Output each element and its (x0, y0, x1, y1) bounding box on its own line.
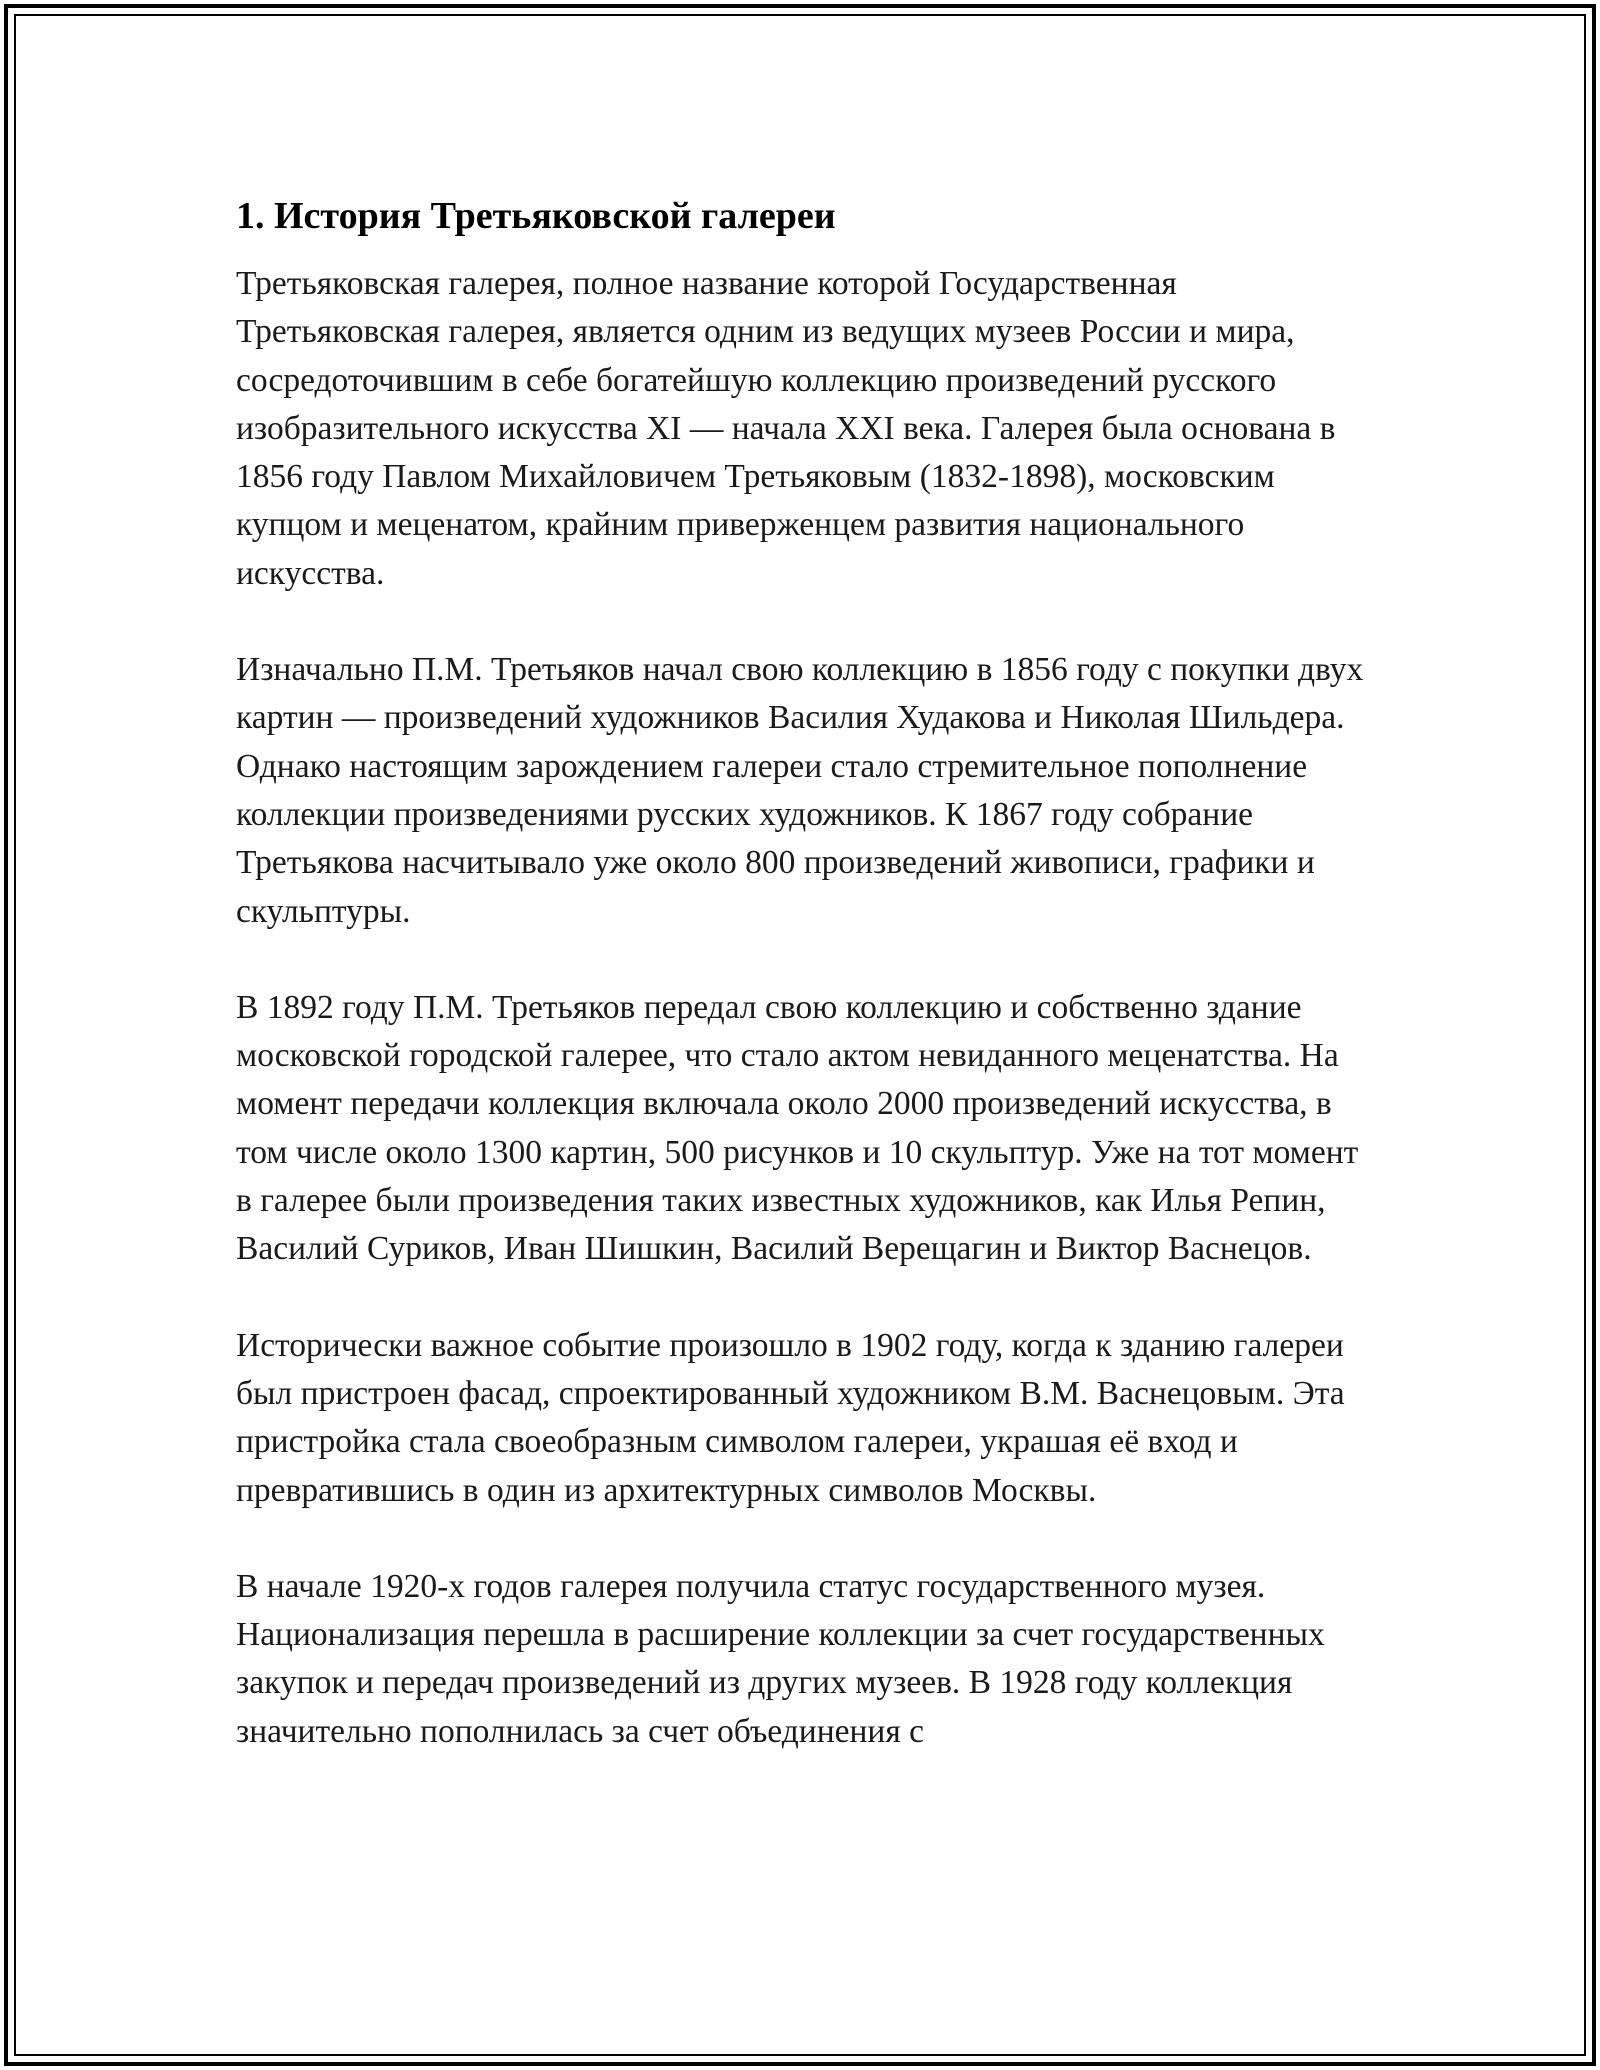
section-heading: 1. История Третьяковской галереи (236, 195, 836, 237)
paragraph-collection-origins: Изначально П.М. Третьяков начал свою коллекцию в 1856 году с покупки двух картин — произведений художников Василия Худакова и Николая Шильдера. Однако настоящим зарождением галереи стало стремительное пополнение коллекции произведениями русских художников. К 1867 году собрание Третьякова насчитывало уже около 800 произведений живописи, графики и скульптуры. (236, 651, 1364, 930)
paragraph-facade-1902: Исторически важное событие произошло в 1902 году, когда к зданию галереи был пристроен фасад, спроектированный художником В.М. Васнецовым. Эта пристройка стала своеобразным символом галереи, украшая её вход и превратившись в один из архитектурных символов Москвы. (236, 1326, 1345, 1509)
paragraph-nationalization-1920s: В начале 1920-х годов галерея получила статус государственного музея. Национализация перешла в расширение коллекции за счет государственных закупок и передач произведений из других музеев. В 1928 году коллекция значительно пополнилась за счет объединения с (236, 1567, 1325, 1750)
document-body (236, 190, 1366, 1756)
paragraph-intro: Третьяковская галерея, полное название которой Государственная Третьяковская галерея, является одним из ведущих музеев России и мира, сосредоточившим в себе богатейшую коллекцию произведений русского изобразительного искусства XI — начала XXI века. Галерея была основана в 1856 году Павлом Михайловичем Третьяковым (1832-1898), московским купцом и меценатом, крайним приверженцем развития национального искусства. (236, 265, 1336, 592)
paragraph-donation-1892: В 1892 году П.М. Третьяков передал свою коллекцию и собственно здание московской городской галерее, что стало актом невиданного меценатства. На момент передачи коллекция включала около 2000 произведений искусства, в том числе около 1300 картин, 500 рисунков и 10 скульптур. Уже на тот момент в галерее были произведения таких известных художников, как Илья Репин, Василий Суриков, Иван Шишкин, Василий Верещагин и Виктор Васнецов. (236, 988, 1359, 1268)
